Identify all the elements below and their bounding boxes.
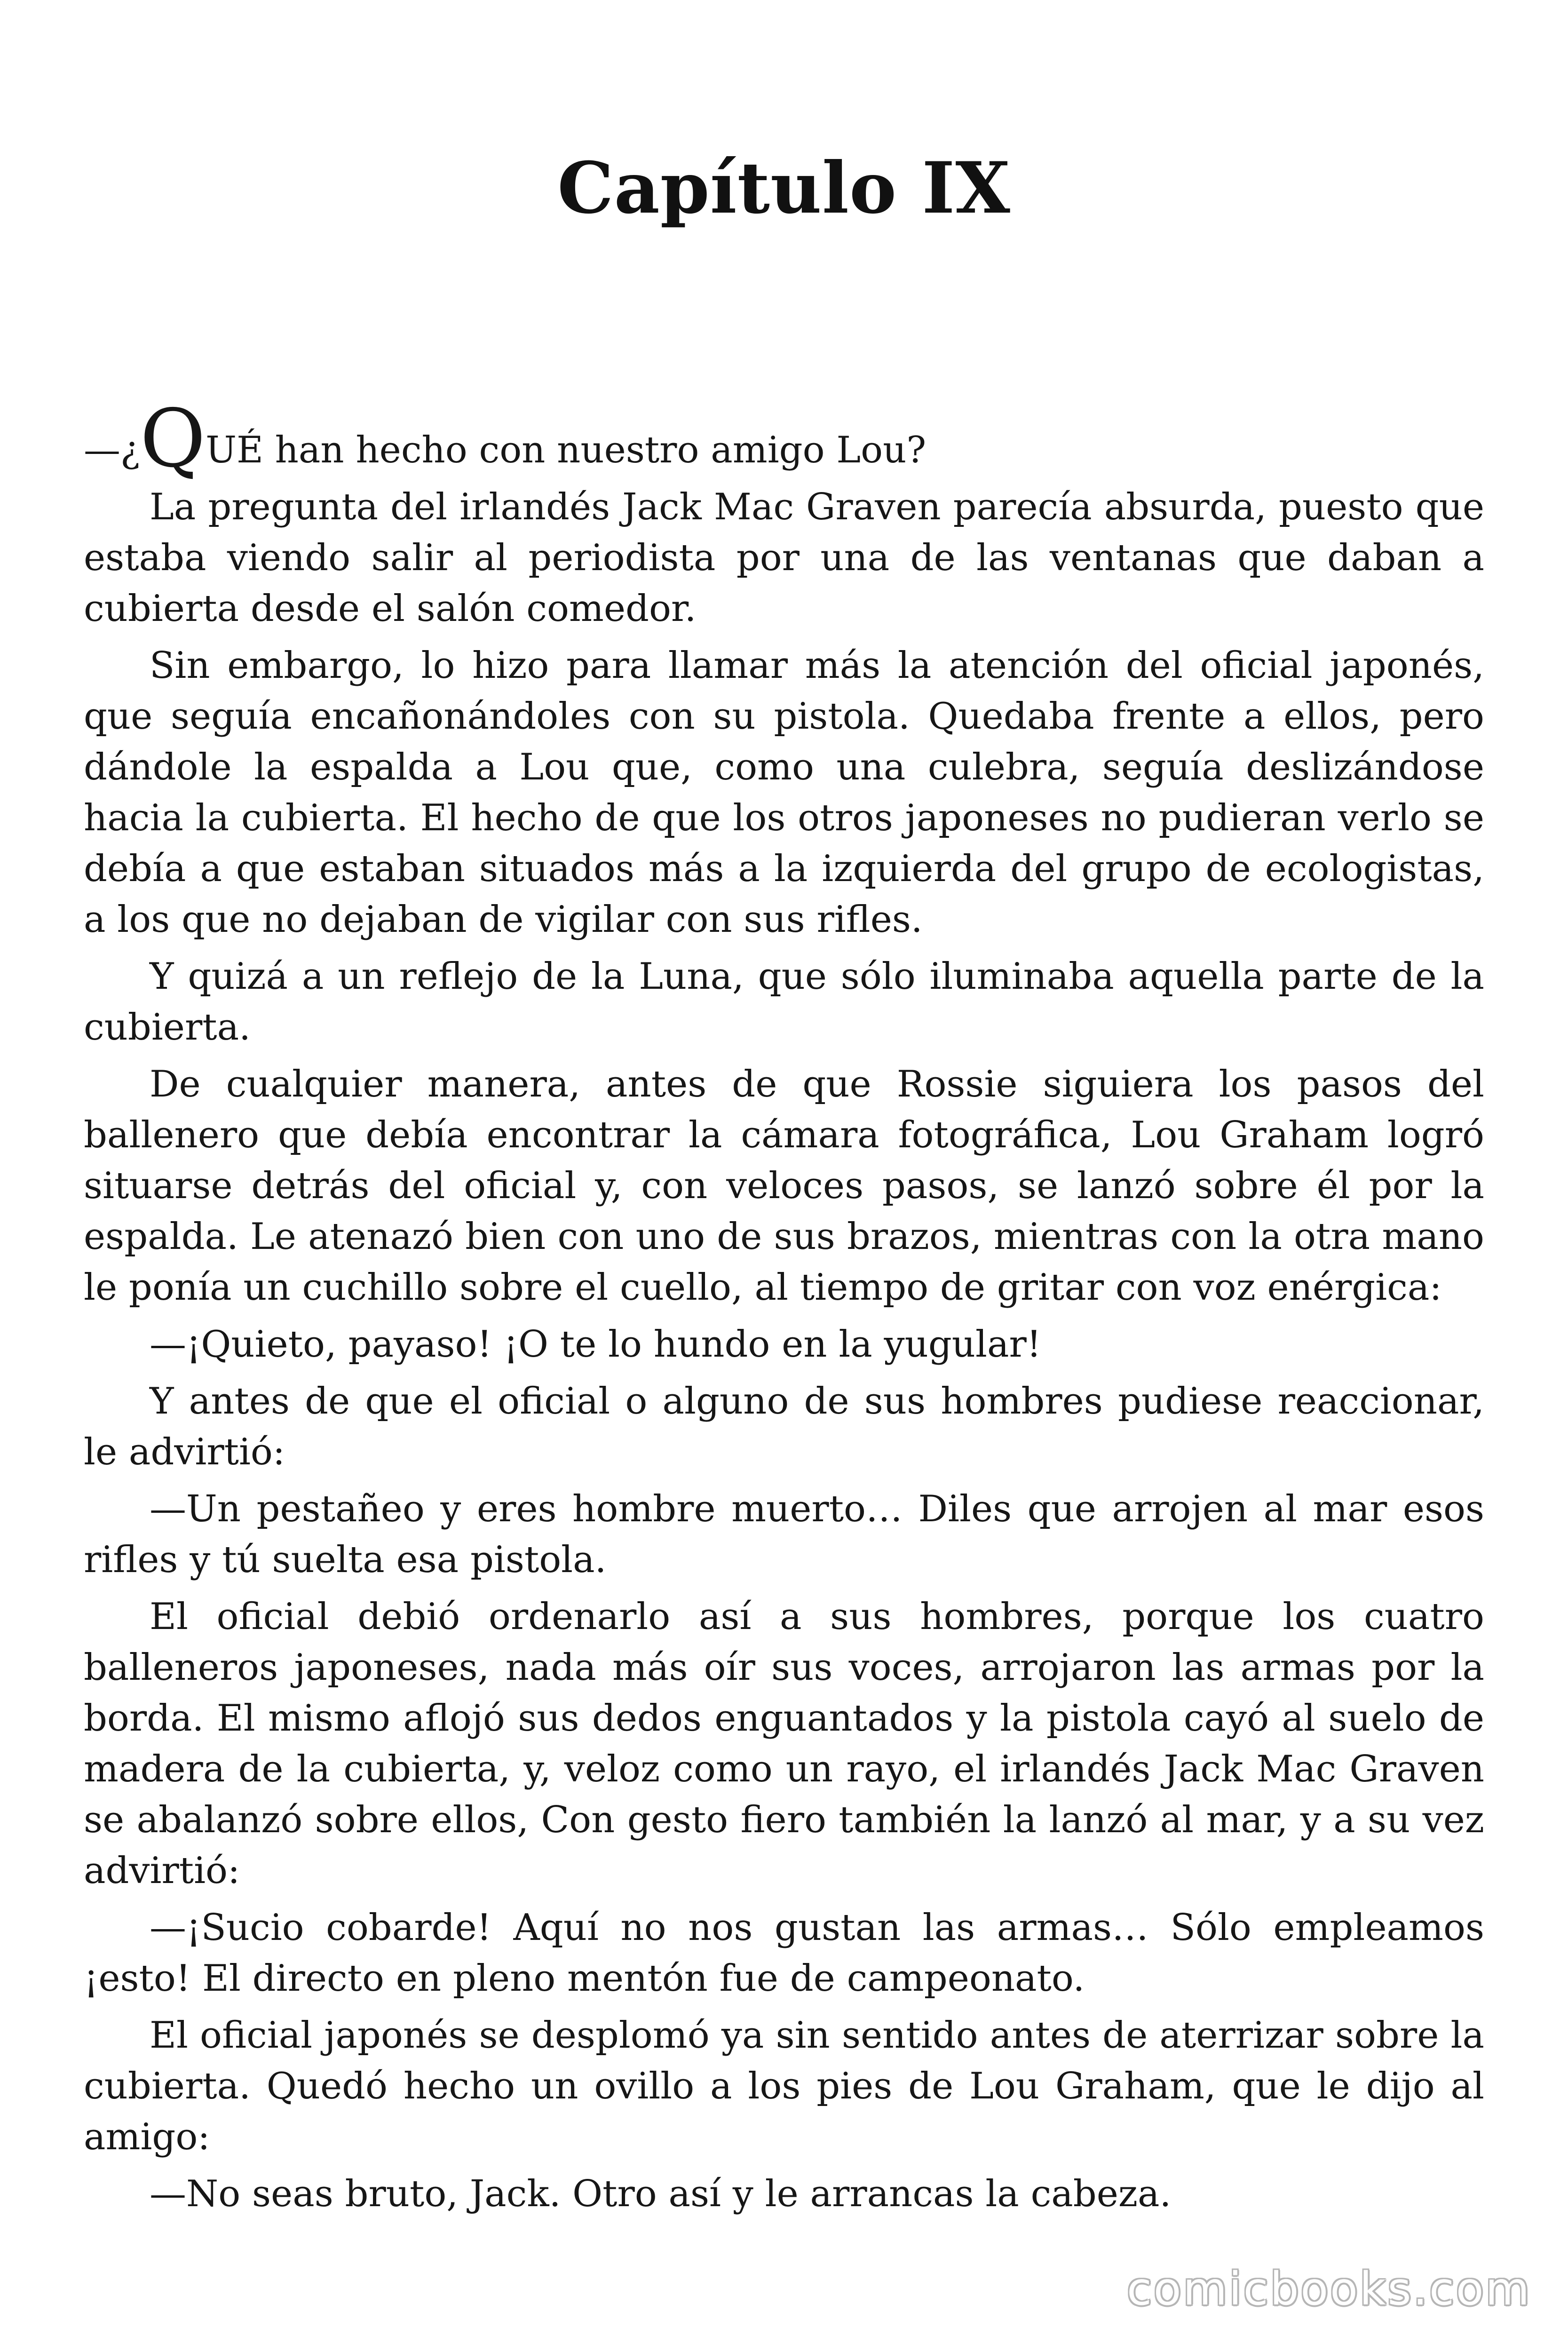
drop-cap: Q [140, 392, 206, 485]
dialogue-line: —Un pestañeo y eres hombre muerto… Diles que arrojen al mar esos rifles y tú suelta esa pistola. [84, 1488, 1484, 1581]
paragraph: Y antes de que el oficial o alguno de sus hombres pudiese reaccionar, le advirtió: [84, 1380, 1484, 1473]
chapter-title: Capítulo IX [557, 147, 1011, 230]
paragraph: El oficial debió ordenarlo así a sus hombres, porque los cuatro balleneros japoneses, nada más oír sus voces, arrojaron las armas por la borda. El mismo aflojó sus dedos enguantados y la pistola cayó al suelo de madera de la cubierta, y, veloz como un rayo, el irlandés Jack Mac Graven se abalanzó sobre ellos, Con gesto fiero también la lanzó al mar, y a su vez advirtió: [84, 1596, 1484, 1892]
paragraph: Y quizá a un reflejo de la Luna, que sólo iluminaba aquella parte de la cubierta. [84, 955, 1484, 1049]
paragraph: La pregunta del irlandés Jack Mac Graven parecía absurda, puesto que estaba viendo salir al periodista por una de las ventanas que daban a cubierta desde el salón comedor. [84, 486, 1484, 630]
paragraph: Sin embargo, lo hizo para llamar más la atención del oficial japonés, que seguía encañonándoles con su pistola. Quedaba frente a ellos, pero dándole la espalda a Lou que, como una culebra, seguía deslizándose hacia la cubierta. El hecho de que los otros japoneses no pudieran verlo se debía a que estaban situados más a la izquierda del grupo de ecologistas, a los que no dejaban de vigilar con sus rifles. [84, 644, 1484, 941]
opening-text: UÉ han hecho con nuestro amigo Lou? [206, 429, 927, 471]
dialogue-line: —¡Quieto, payaso! ¡O te lo hundo en la yugular! [150, 1323, 1042, 1366]
paragraph: De cualquier manera, antes de que Rossie siguiera los pasos del ballenero que debía encontrar la cámara fotográfica, Lou Graham logró situarse detrás del oficial y, con veloces pasos, se lanzó sobre él por la espalda. Le atenazó bien con uno de sus brazos, mientras con la otra mano le ponía un cuchillo sobre el cuello, al tiempo de gritar con voz enérgica: [84, 1063, 1484, 1309]
dialogue-line: —No seas bruto, Jack. Otro así y le arrancas la cabeza. [150, 2173, 1172, 2215]
opening-paragraph [84, 392, 1484, 485]
opening-prefix: —¿ [84, 429, 140, 471]
watermark: comicbooks.com [1126, 2263, 1531, 2315]
paragraph: El oficial japonés se desplomó ya sin sentido antes de aterrizar sobre la cubierta. Quedó hecho un ovillo a los pies de Lou Graham, que le dijo al amigo: [84, 2014, 1484, 2158]
dialogue-line: —¡Sucio cobarde! Aquí no nos gustan las armas… Sólo empleamos ¡esto! El directo en pleno mentón fue de campeonato. [84, 1907, 1484, 2000]
chapter-body [84, 392, 1484, 2225]
